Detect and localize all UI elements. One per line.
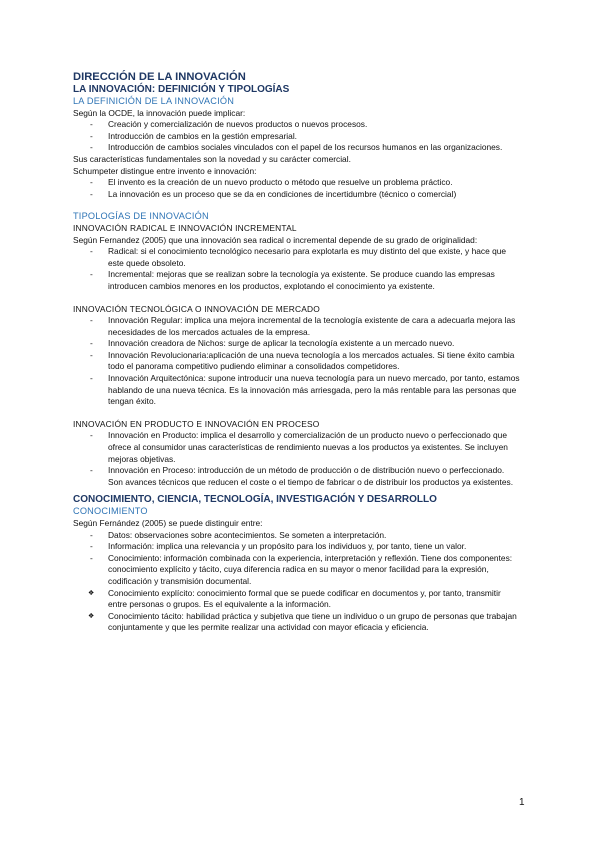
heading-producto-proceso: INNOVACIÓN EN PRODUCTO E INNOVACIÓN EN PROCESO	[73, 418, 320, 429]
list-item: ❖ Conocimiento tácito: habilidad práctica y subjetiva que tiene un individuo o un grupo de personas que trabajan conjuntamente y que les permite realizar una actividad con mayor eficacia y eficiencia.	[88, 610, 517, 633]
dash-marker: -	[90, 430, 93, 441]
list-item: - Incremental: mejoras que se realizan sobre la tecnología ya existente. Se produce cuando las empresas introducen cambios menores en los productos, explotando el conocimiento ya existente.	[90, 269, 495, 291]
dash-marker: -	[90, 119, 93, 130]
dash-marker: -	[90, 529, 93, 540]
spacer	[73, 200, 521, 211]
dash-marker: -	[90, 465, 93, 476]
dash-marker: -	[90, 552, 93, 563]
subsection-heading-tipologias: TIPOLOGÍAS DE INNOVACIÓN	[73, 211, 209, 222]
invento-list	[73, 177, 521, 200]
page-content	[73, 70, 521, 634]
list-item: ❖ Conocimiento explícito: conocimiento formal que se puede codificar en documentos y, por tanto, transmitir entre personas o grupos. Es el equivalente a la información.	[88, 587, 501, 610]
heading-radical-incremental: INNOVACIÓN RADICAL E INNOVACIÓN INCREMENTAL	[73, 222, 297, 233]
dash-marker: -	[90, 315, 93, 326]
radical-list	[73, 246, 521, 292]
dash-marker: -	[90, 142, 93, 153]
spacer	[73, 408, 521, 419]
dash-marker: -	[90, 349, 93, 360]
ocde-intro: Según la OCDE, la innovación puede implicar:	[73, 107, 246, 118]
list-item: - Conocimiento: información combinada con la experiencia, interpretación y reflexión. Tiene dos componentes: conocimiento explícito y tácito, cuya diferencia radica en su mayor o menor facilidad para la expresión, codificación y transmisión documental.	[90, 552, 513, 586]
spacer	[73, 293, 521, 304]
list-item: - Innovación en Proceso: introducción de un método de producción o de distribución nuevo o perfeccionado. Son avances técnicos que reducen el coste o el tiempo de fabricar o de distribuir los productos ya existentes.	[90, 465, 514, 487]
subsection-heading-conocimiento: CONOCIMIENTO	[73, 506, 148, 517]
radical-intro: Según Fernandez (2005) que una innovación sea radical o incremental depende de su grado de originalidad:	[73, 234, 478, 245]
list-item: - Introducción de cambios sociales vinculados con el papel de los recursos humanos en las organizaciones.	[90, 142, 503, 153]
ocde-list	[73, 119, 521, 154]
product-list	[73, 430, 521, 488]
subsection-heading-definicion: LA DEFINICIÓN DE LA INNOVACIÓN	[73, 96, 235, 106]
list-item: - Innovación Revolucionaria:aplicación de una nueva tecnología a los mercados actuales. Si tiene éxito cambia todo el panorama competitivo pudiendo eliminar a consolidados competidores.	[90, 349, 515, 372]
diamond-bullet-icon: ❖	[88, 589, 95, 597]
dash-marker: -	[90, 130, 93, 141]
list-item: - El invento es la creación de un nuevo producto o método que resuelve un problema práctico.	[90, 177, 453, 188]
conocimiento-list	[73, 530, 521, 634]
list-item: - Radical: si el conocimiento tecnológico necesario para explotarla es muy distinto del que existe, y hace que este quede obsoleto.	[90, 246, 507, 268]
conocimiento-intro: Según Fernández (2005) se puede distinguir entre:	[73, 518, 263, 528]
list-item: - Innovación creadora de Nichos: surge de aplicar la tecnología existente a un mercado nuevo.	[90, 338, 455, 349]
diamond-bullet-icon: ❖	[88, 612, 95, 620]
dash-marker: -	[90, 541, 93, 552]
list-item: - Creación y comercialización de nuevos productos o nuevos procesos.	[90, 119, 368, 130]
list-item: - Datos: observaciones sobre acontecimientos. Se someten a interpretación.	[90, 529, 387, 540]
section-heading-innovacion: LA INNOVACIÓN: DEFINICIÓN Y TIPOLOGÍAS	[73, 84, 290, 95]
list-item: - Innovación Regular: implica una mejora incremental de la tecnología existente de cara a adecuarla mejora las necesidades de los mercados actuales de la empresa.	[90, 315, 516, 337]
page-number: 1	[519, 797, 525, 808]
dash-marker: -	[90, 269, 93, 280]
heading-tecnologica-mercado: INNOVACIÓN TECNOLÓGICA O INNOVACIÓN DE MERCADO	[73, 303, 320, 314]
list-item: - La innovación es un proceso que se da en condiciones de incertidumbre (técnico o comercial)	[90, 188, 457, 199]
list-item: - Innovación Arquitectónica: supone introducir una nueva tecnología para un nuevo mercado, por tanto, estamos hablando de una nueva técnica. Es la innovación más arriesgada, pero la más rentable para las personas que tengan éxito.	[90, 373, 520, 407]
tech-list	[73, 315, 521, 408]
section-heading-conocimiento: CONOCIMIENTO, CIENCIA, TECNOLOGÍA, INVESTIGACIÓN Y DESARROLLO	[73, 494, 437, 506]
document-title: DIRECCIÓN DE LA INNOVACIÓN	[73, 71, 246, 83]
dash-marker: -	[90, 177, 93, 188]
dash-marker: -	[90, 338, 93, 349]
schumpeter-text: Schumpeter distingue entre invento e innovación:	[73, 165, 257, 176]
list-item: - Información: implica una relevancia y un propósito para los individuos y, por tanto, tiene un valor.	[90, 541, 467, 552]
list-item: - Innovación en Producto: implica el desarrollo y comercialización de un producto nuevo o perfeccionado que ofrece al consumidor unas características de rendimiento nuevas a los productos ya existentes. Se incluyen mejoras objetivas.	[90, 430, 508, 464]
list-item: - Introducción de cambios en la gestión empresarial.	[90, 130, 298, 141]
dash-marker: -	[90, 246, 93, 257]
dash-marker: -	[90, 373, 93, 384]
dash-marker: -	[90, 188, 93, 199]
features-text: Sus características fundamentales son la novedad y su carácter comercial.	[73, 153, 351, 164]
